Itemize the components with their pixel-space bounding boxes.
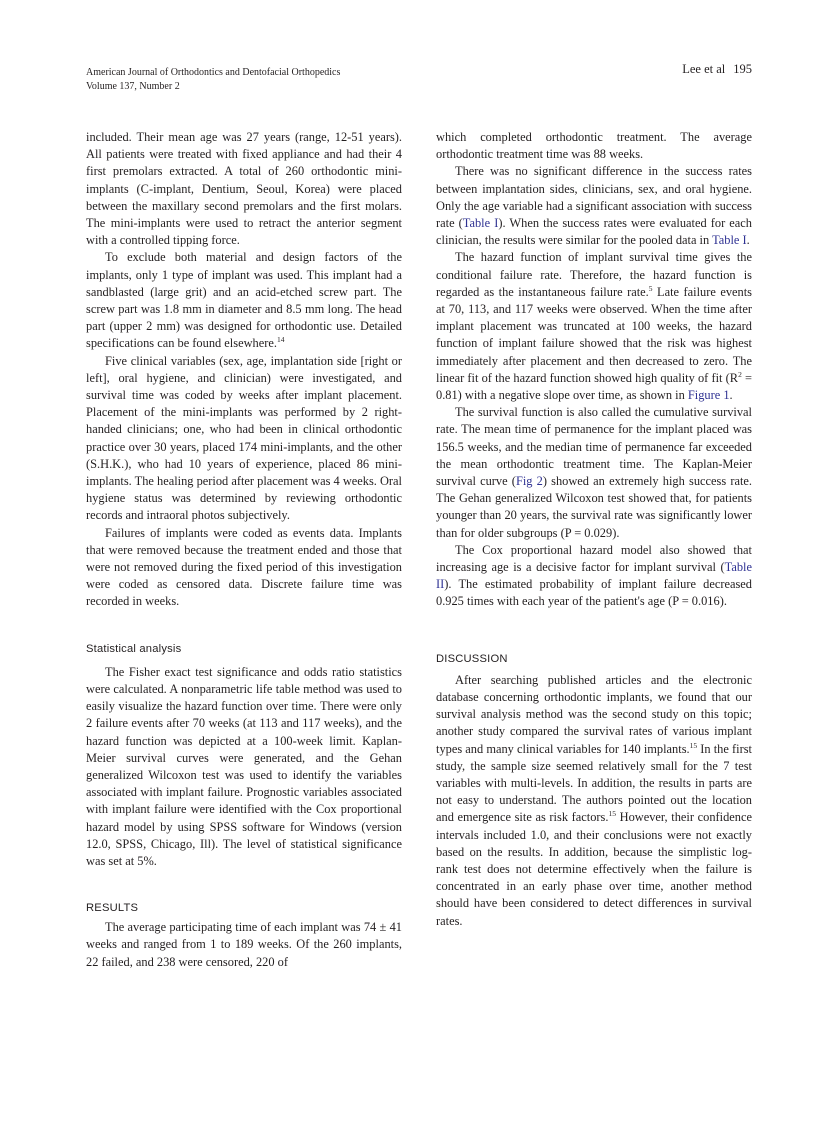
page-number: 195: [733, 62, 752, 76]
figure-1-link[interactable]: Figure 1: [687, 388, 730, 403]
paragraph: The hazard function of implant survival time gives the conditional failure rate. Therefore, the hazard function is regarded as the instantaneous failure rate.$^5$ Late failure events at 70, 113, and 117 weeks were observed. When the time after implant placement was truncated at 100 weeks, the hazard function of implant failure showed that the risk was highest immediately after placement and then decreased to zero. The linear fit of the hazard function showed high quality of fit $(R^2 = 0.81)$ with a negative slope over time, as shown in Figure 1.: [436, 250, 753, 403]
paragraph: Failures of implants were coded as events data. Implants that were removed because the treatment ended and those that were not removed during the fixed period of this investigation were coded as censored data. Discrete failure time was recorded in weeks.: [86, 525, 402, 609]
paragraph: which completed orthodontic treatment. The average orthodontic treatment time was 88 weeks.: [436, 130, 752, 162]
reference-marker[interactable]: 15: [608, 809, 616, 819]
table-i-link[interactable]: Table I: [462, 216, 499, 231]
running-header-page: [682, 62, 752, 77]
paragraph: After searching published articles and the electronic database concerning orthodontic implants, we found that our survival analysis method was the second study on this topic; another study compared the survival rates of various implant types and many clinical variables for 140 implants.$^{15}$ In the first study, the sample size seemed relatively small for the 7 test variables with multi-levels. In addition, the results in parts are not easy to understand. The authors pointed out the location and emergence site as risk factors.$^{15}$ However, their confidence intervals included 1.0, and their conclusions were not exactly based on the results. In addition, because the simplistic log-rank test does not determine effectively when the failure is concentrated in an early phase over time, another method should have been considered to detect differences in survival rates.: [436, 672, 752, 928]
paragraph: included. Their mean age was 27 years (range, 12-51 years). All patients were treated with fixed appliance and had their 4 first premolars extracted. A total of 260 orthodontic mini-implants (C-implant, Dentium, Seoul, Korea) were placed between the maxillary second premolars and the first molars. The mini-implants were used to retract the anterior segment with a controlled tipping force.: [86, 130, 402, 248]
journal-title: American Journal of Orthodontics and Dentofacial Orthopedics: [86, 67, 341, 78]
superscript: 2: [738, 369, 742, 379]
paragraph: The Cox proportional hazard model also showed that increasing age is a decisive factor for implant survival (Table II). The estimated probability of implant failure decreased 0.925 times with each year of the patient's age (P = 0.016).: [436, 542, 752, 609]
left-column: [86, 129, 402, 971]
section-heading-discussion: DISCUSSION: [436, 652, 508, 665]
reference-marker[interactable]: 14: [276, 335, 285, 345]
fig-2-link[interactable]: Fig 2: [515, 474, 543, 489]
paragraph: There was no significant difference in the success rates between implantation sides, clinicians, sex, and oral hygiene. Only the age variable had a significant association with success rate (Table I). When the success rates were evaluated for each clinician, the results were similar for the pooled data in Table I.: [436, 164, 752, 248]
section-heading-results: RESULTS: [86, 902, 139, 915]
reference-marker[interactable]: 5: [648, 283, 653, 293]
table-ii-link[interactable]: Table II: [436, 560, 752, 592]
paragraph: The Fisher exact test significance and odds ratio statistics were calculated. A nonparametric life table method was used to easily visualize the hazard function over time. There were only 2 failure events after 70 weeks (at 113 and 117 weeks), and the hazard function was depicted at a 100-week limit. Kaplan-Meier survival curves were generated, and the Gehan generalized Wilcoxon test was used to identify the variables associated with implant failure. Prognostic variables associated with implant failure were identified with the Cox proportional hazard model by using SPSS software for Windows (version 12.0, SPSS, Chicago, Ill). The level of statistical significance was set at 5%.: [86, 664, 402, 868]
table-i-link[interactable]: Table I: [712, 233, 747, 248]
right-column: [436, 129, 752, 930]
paragraph: Five clinical variables (sex, age, implantation side [right or left], oral hygiene, and clinician) were investigated, and survival time was coded by weeks after implant placement. Placement of the mini-implants was performed by 2 right-handed clinicians; one, who had been in clinical orthodontic practice over 30 years, placed 174 mini-implants, and the other (S.H.K.), who had 10 years of experience, placed 86 mini-implants. The healing period after placement was 4 weeks. Oral hygiene status was determined by reviewing orthodontic records and intraoral photos subjectively.: [86, 353, 402, 523]
paragraph: The survival function is also called the cumulative survival rate. The mean time of permanence for the implant placed was 156.5 weeks, and the median time of permanence far exceeded the mean orthodontic treatment time. The Kaplan-Meier survival curve (Fig 2) showed an extremely high success rate. The Gehan generalized Wilcoxon test showed that, for patients younger than 20 years, the survival rate was significantly lower than for older subgroups (P = 0.029).: [436, 405, 752, 540]
reference-marker[interactable]: 15: [689, 740, 698, 750]
running-header-journal: [86, 66, 340, 94]
section-heading-statistical-analysis: Statistical analysis: [86, 642, 182, 655]
author-line: Lee et al: [682, 62, 726, 76]
journal-volume: Volume 137, Number 2: [86, 81, 180, 92]
paragraph: To exclude both material and design factors of the implants, only 1 type of implant was used. This implant had a sandblasted (large grit) and an acid-etched screw part. The screw part was 1.8 mm in diameter and 8.5 mm long. The head part (upper 2 mm) was designed for orthodontic use. Detailed specifications can be found elsewhere.$^{14}$: [86, 250, 402, 351]
paragraph: The average participating time of each implant was 74 ± 41 weeks and ranged from 1 to 189 weeks. Of the 260 implants, 22 failed, and 238 were censored, 220 of: [86, 920, 402, 969]
